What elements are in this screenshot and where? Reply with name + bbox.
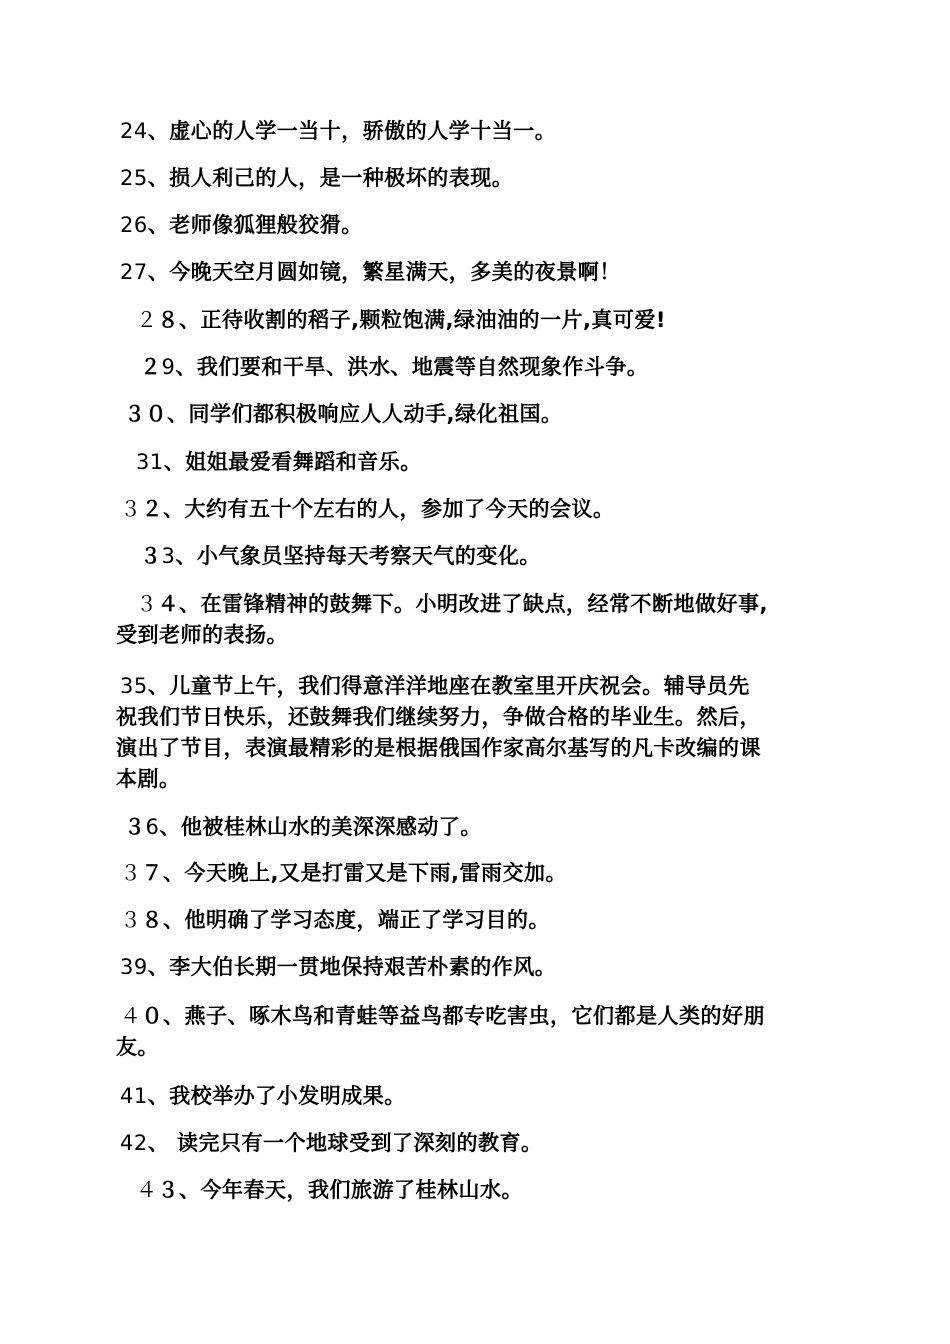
sentence-42: [0, 1128, 950, 1158]
sentence-text: 、他被桂林山水的美深深感动了。: [159, 815, 482, 839]
number-part-bold: ７: [141, 861, 163, 885]
sentence-text: 、同学们都积极响应人人动手,绿化祖国。: [167, 402, 563, 426]
sentence-text: 、我们要和干旱、洪水、地震等自然现象作斗争。: [175, 355, 649, 379]
sentence-text: 、我校举办了小发明成果。: [147, 1084, 406, 1108]
sentence-continuation: 友。: [116, 1035, 159, 1059]
number-part: 35: [120, 674, 148, 698]
sentence-text: 、儿童节上午，我们得意洋洋地座在教室里开庆祝会。辅导员先: [147, 674, 750, 698]
sentence-continuation: 本剧。: [116, 767, 181, 791]
sentence-number: [120, 861, 163, 885]
number-part: 26: [120, 213, 148, 237]
number-part: ４: [120, 1004, 142, 1028]
number-part: ３: [120, 861, 142, 885]
sentence-number: [124, 815, 159, 839]
sentence-number: [120, 1131, 148, 1155]
sentence-31: [0, 447, 950, 477]
sentence-29: [0, 352, 950, 382]
number-part: ３: [120, 908, 142, 932]
sentence-text: 、在雷锋精神的鼓舞下。小明改进了缺点，经常不断地做好事,: [179, 592, 768, 616]
sentence-30: [0, 399, 950, 429]
number-part-bold: ８: [141, 908, 163, 932]
sentence-33: [0, 541, 950, 571]
sentence-number: [136, 1178, 179, 1202]
sentence-number: [120, 908, 163, 932]
sentence-number: [120, 955, 148, 979]
number-part-bold: ３: [124, 815, 146, 839]
sentence-text: 、损人利己的人，是一种极坏的表现。: [147, 166, 514, 190]
sentence-37: [0, 858, 950, 888]
number-part: 31: [136, 450, 164, 474]
sentence-number: [120, 674, 148, 698]
sentence-number: [136, 592, 179, 616]
sentence-continuation: 受到老师的表扬。: [116, 623, 288, 647]
sentence-text: 、虚心的人学一当十，骄傲的人学十当一。: [147, 119, 557, 143]
sentence-text: 、姐姐最爱看舞蹈和音乐。: [163, 450, 422, 474]
sentence-number: [120, 497, 163, 521]
sentence-text: 、老师像狐狸般狡猾。: [147, 213, 363, 237]
number-part-bold: ０: [141, 1004, 163, 1028]
sentence-text: 、今天晚上,又是打雷又是下雨,雷雨交加。: [163, 861, 567, 885]
sentence-28: [0, 305, 950, 335]
number-part: 39: [120, 955, 148, 979]
sentence-35: [0, 671, 950, 701]
sentence-41: [0, 1081, 950, 1111]
sentence-39: [0, 952, 950, 982]
sentence-number: [120, 260, 148, 284]
sentence-number: [124, 402, 167, 426]
number-part: 42: [120, 1131, 148, 1155]
sentence-number: [120, 1084, 148, 1108]
number-part: 25: [120, 166, 148, 190]
sentence-text: 、小气象员坚持每天考察天气的变化。: [175, 544, 541, 568]
sentence-number: [120, 213, 148, 237]
sentence-text: 、今晚天空月圆如镜，繁星满天，多美的夜景啊！: [147, 260, 621, 284]
number-part: 24: [120, 119, 148, 143]
number-part: ３: [120, 497, 142, 521]
sentence-38: [0, 905, 950, 935]
sentence-text: 、燕子、啄木鸟和青蛙等益鸟都专吃害虫，它们都是人类的好朋: [163, 1004, 765, 1028]
sentence-26: [0, 210, 950, 240]
sentence-text: 、他明确了学习态度，端正了学习目的。: [163, 908, 550, 932]
sentence-43: [0, 1175, 950, 1205]
sentence-number: [120, 119, 148, 143]
sentence-number: [136, 450, 164, 474]
sentence-number: [120, 166, 148, 190]
sentence-text: 、正待收割的稻子,颗粒饱满,绿油油的一片,真可爱!: [179, 308, 667, 332]
number-part: ３: [136, 592, 158, 616]
sentence-number: [140, 355, 175, 379]
sentence-32: [0, 494, 950, 524]
number-part-bold: ４: [157, 592, 179, 616]
sentence-24: [0, 116, 950, 146]
sentence-continuation: 演出了节目，表演最精彩的是根据俄国作家高尔基写的凡卡改编的课: [116, 736, 761, 760]
number-part-tail: 3: [161, 544, 176, 568]
number-part: 41: [120, 1084, 148, 1108]
sentence-number: [120, 1004, 163, 1028]
sentence-40: [0, 1001, 950, 1031]
number-part-bold: ８: [157, 308, 179, 332]
number-part-bold: ３: [157, 1178, 179, 1202]
sentence-text: 、今年春天，我们旅游了桂林山水。: [179, 1178, 523, 1202]
sentence-text: 、 读完只有一个地球受到了深刻的教育。: [147, 1131, 543, 1155]
number-part-bold: ３０: [124, 402, 167, 426]
sentence-25: [0, 163, 950, 193]
number-part-bold: ３: [140, 544, 162, 568]
number-part-tail: 6: [145, 815, 160, 839]
sentence-number: [136, 308, 179, 332]
number-part: ４: [136, 1178, 158, 1202]
sentence-text: 、大约有五十个左右的人，参加了今天的会议。: [163, 497, 615, 521]
sentence-number: [140, 544, 175, 568]
sentence-text: 、李大伯长期一贯地保持艰苦朴素的作风。: [147, 955, 557, 979]
number-part-bold: ２: [141, 497, 163, 521]
number-part-bold: ２: [140, 355, 162, 379]
number-part-tail: 9: [161, 355, 176, 379]
sentence-27: [0, 257, 950, 287]
sentence-34: [0, 589, 950, 619]
number-part: ２: [136, 308, 158, 332]
sentence-continuation: 祝我们节日快乐，还鼓舞我们继续努力，争做合格的毕业生。然后，: [116, 705, 761, 729]
number-part: 27: [120, 260, 148, 284]
sentence-36: [0, 812, 950, 842]
